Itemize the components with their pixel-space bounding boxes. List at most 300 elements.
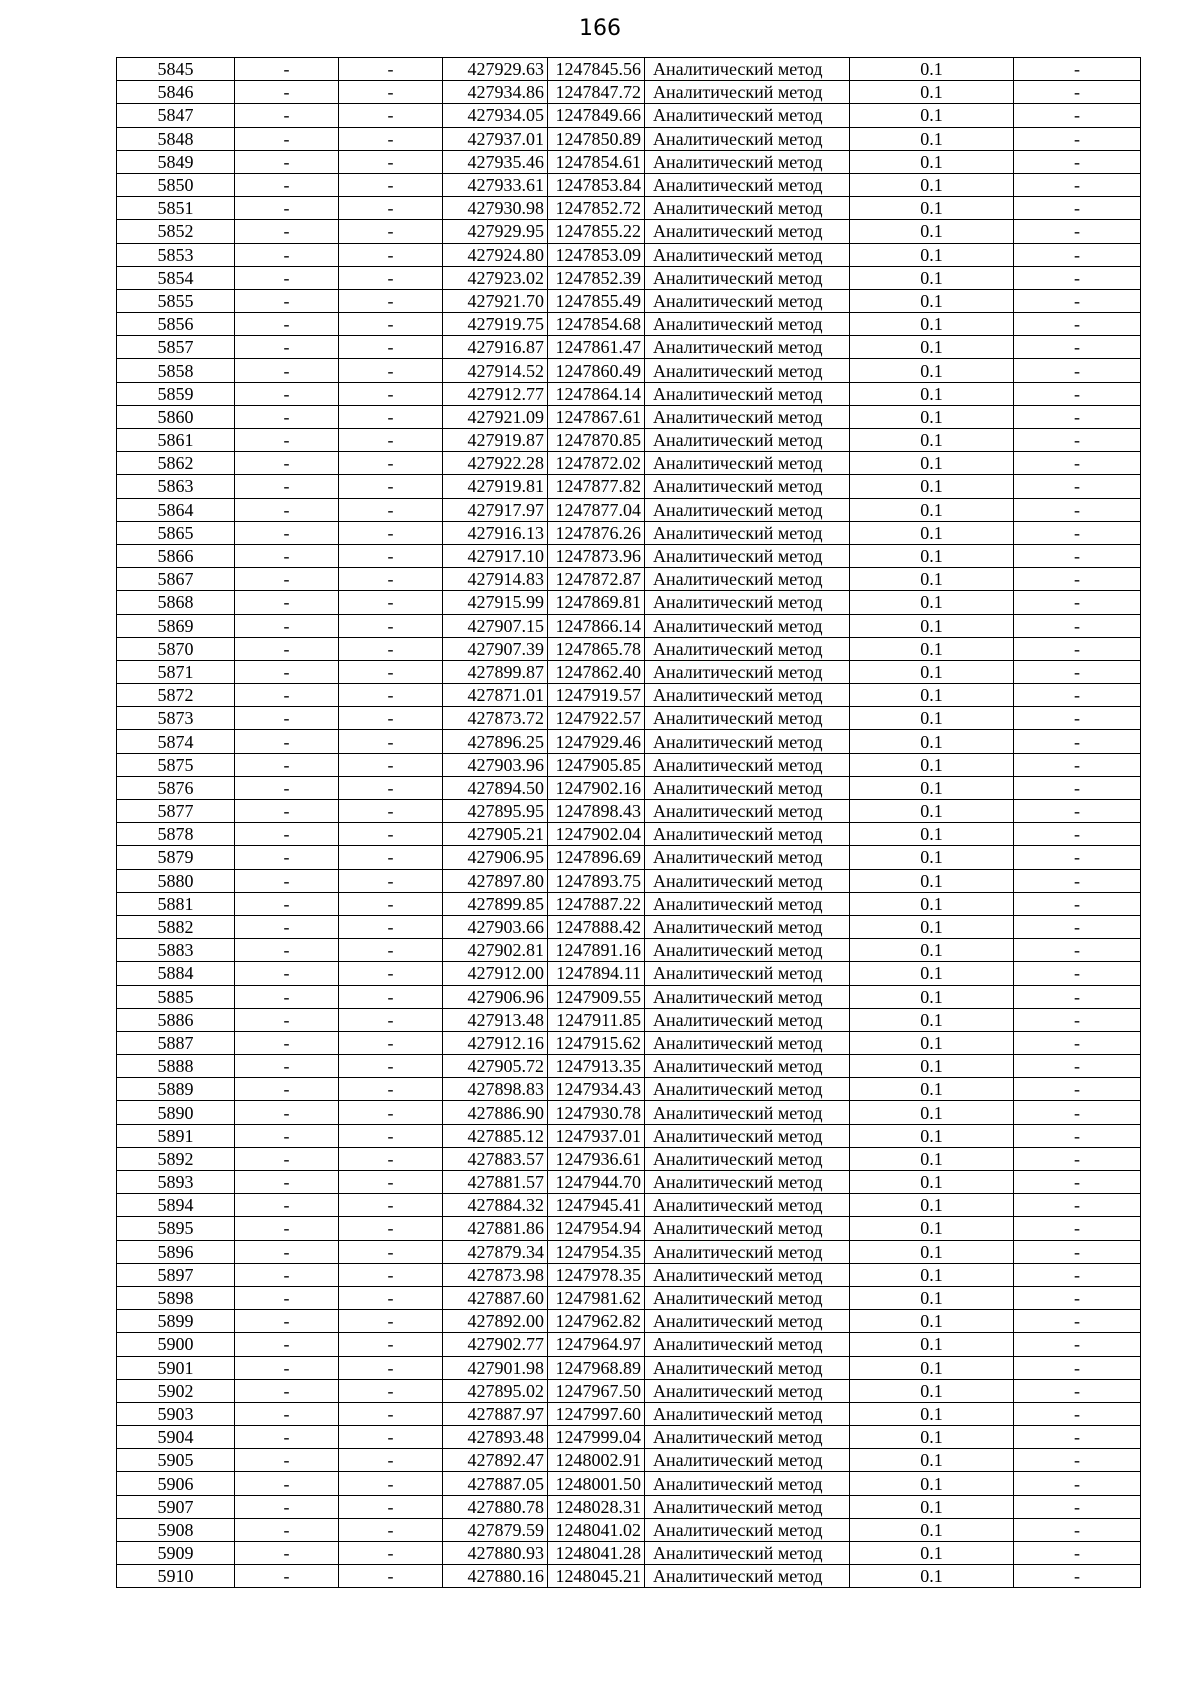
y-coordinate-cell: 1247913.35 — [548, 1055, 645, 1078]
table-row — [117, 1147, 1141, 1170]
dash-cell: - — [235, 1240, 339, 1263]
point-number-cell: 5884 — [117, 962, 235, 985]
method-cell: Аналитический метод — [645, 1031, 850, 1054]
table-row — [117, 429, 1141, 452]
last-dash-cell: - — [1014, 1426, 1141, 1449]
accuracy-cell: 0.1 — [850, 707, 1014, 730]
dash-cell: - — [339, 544, 443, 567]
x-coordinate-cell: 427929.95 — [443, 220, 548, 243]
point-number-cell: 5845 — [117, 58, 235, 81]
dash-cell: - — [235, 1402, 339, 1425]
table-row — [117, 173, 1141, 196]
last-dash-cell: - — [1014, 104, 1141, 127]
dash-cell: - — [339, 985, 443, 1008]
point-number-cell: 5888 — [117, 1055, 235, 1078]
dash-cell: - — [339, 1518, 443, 1541]
accuracy-cell: 0.1 — [850, 915, 1014, 938]
table-row — [117, 1286, 1141, 1309]
method-cell: Аналитический метод — [645, 1356, 850, 1379]
x-coordinate-cell: 427887.60 — [443, 1286, 548, 1309]
y-coordinate-cell: 1247866.14 — [548, 614, 645, 637]
last-dash-cell: - — [1014, 707, 1141, 730]
point-number-cell: 5900 — [117, 1333, 235, 1356]
table-row — [117, 869, 1141, 892]
y-coordinate-cell: 1247854.61 — [548, 150, 645, 173]
dash-cell: - — [339, 1124, 443, 1147]
method-cell: Аналитический метод — [645, 220, 850, 243]
dash-cell: - — [235, 915, 339, 938]
table-row — [117, 498, 1141, 521]
dash-cell: - — [339, 962, 443, 985]
dash-cell: - — [339, 1449, 443, 1472]
x-coordinate-cell: 427905.21 — [443, 823, 548, 846]
dash-cell: - — [235, 962, 339, 985]
dash-cell: - — [235, 266, 339, 289]
y-coordinate-cell: 1247997.60 — [548, 1402, 645, 1425]
dash-cell: - — [235, 1124, 339, 1147]
method-cell: Аналитический метод — [645, 544, 850, 567]
x-coordinate-cell: 427873.72 — [443, 707, 548, 730]
x-coordinate-cell: 427921.09 — [443, 405, 548, 428]
last-dash-cell: - — [1014, 1008, 1141, 1031]
dash-cell: - — [235, 1147, 339, 1170]
y-coordinate-cell: 1247911.85 — [548, 1008, 645, 1031]
method-cell: Аналитический метод — [645, 498, 850, 521]
last-dash-cell: - — [1014, 429, 1141, 452]
x-coordinate-cell: 427879.34 — [443, 1240, 548, 1263]
x-coordinate-cell: 427887.97 — [443, 1402, 548, 1425]
dash-cell: - — [339, 1240, 443, 1263]
last-dash-cell: - — [1014, 939, 1141, 962]
last-dash-cell: - — [1014, 475, 1141, 498]
dash-cell: - — [235, 1565, 339, 1588]
x-coordinate-cell: 427912.77 — [443, 382, 548, 405]
method-cell: Аналитический метод — [645, 707, 850, 730]
dash-cell: - — [339, 1426, 443, 1449]
method-cell: Аналитический метод — [645, 869, 850, 892]
table-row — [117, 1263, 1141, 1286]
point-number-cell: 5895 — [117, 1217, 235, 1240]
y-coordinate-cell: 1247852.72 — [548, 197, 645, 220]
dash-cell: - — [235, 1518, 339, 1541]
x-coordinate-cell: 427924.80 — [443, 243, 548, 266]
dash-cell: - — [235, 220, 339, 243]
table-row — [117, 823, 1141, 846]
y-coordinate-cell: 1247894.11 — [548, 962, 645, 985]
last-dash-cell: - — [1014, 962, 1141, 985]
last-dash-cell: - — [1014, 985, 1141, 1008]
accuracy-cell: 0.1 — [850, 405, 1014, 428]
accuracy-cell: 0.1 — [850, 289, 1014, 312]
table-row — [117, 452, 1141, 475]
method-cell: Аналитический метод — [645, 892, 850, 915]
dash-cell: - — [235, 243, 339, 266]
method-cell: Аналитический метод — [645, 243, 850, 266]
method-cell: Аналитический метод — [645, 1426, 850, 1449]
method-cell: Аналитический метод — [645, 1565, 850, 1588]
table-row — [117, 1031, 1141, 1054]
last-dash-cell: - — [1014, 1495, 1141, 1518]
point-number-cell: 5863 — [117, 475, 235, 498]
y-coordinate-cell: 1247847.72 — [548, 81, 645, 104]
point-number-cell: 5898 — [117, 1286, 235, 1309]
accuracy-cell: 0.1 — [850, 591, 1014, 614]
accuracy-cell: 0.1 — [850, 730, 1014, 753]
dash-cell: - — [339, 753, 443, 776]
y-coordinate-cell: 1247850.89 — [548, 127, 645, 150]
method-cell: Аналитический метод — [645, 846, 850, 869]
x-coordinate-cell: 427912.16 — [443, 1031, 548, 1054]
accuracy-cell: 0.1 — [850, 1101, 1014, 1124]
table-row — [117, 1194, 1141, 1217]
method-cell: Аналитический метод — [645, 1495, 850, 1518]
table-row — [117, 614, 1141, 637]
dash-cell: - — [235, 104, 339, 127]
dash-cell: - — [339, 336, 443, 359]
point-number-cell: 5885 — [117, 985, 235, 1008]
dash-cell: - — [339, 823, 443, 846]
point-number-cell: 5875 — [117, 753, 235, 776]
table-row — [117, 730, 1141, 753]
point-number-cell: 5858 — [117, 359, 235, 382]
x-coordinate-cell: 427894.50 — [443, 776, 548, 799]
x-coordinate-cell: 427922.28 — [443, 452, 548, 475]
table-row — [117, 1171, 1141, 1194]
last-dash-cell: - — [1014, 800, 1141, 823]
point-number-cell: 5854 — [117, 266, 235, 289]
table-row — [117, 753, 1141, 776]
x-coordinate-cell: 427916.13 — [443, 521, 548, 544]
y-coordinate-cell: 1247930.78 — [548, 1101, 645, 1124]
method-cell: Аналитический метод — [645, 150, 850, 173]
y-coordinate-cell: 1247905.85 — [548, 753, 645, 776]
dash-cell: - — [235, 1542, 339, 1565]
dash-cell: - — [235, 800, 339, 823]
y-coordinate-cell: 1247872.87 — [548, 568, 645, 591]
x-coordinate-cell: 427880.93 — [443, 1542, 548, 1565]
last-dash-cell: - — [1014, 1240, 1141, 1263]
accuracy-cell: 0.1 — [850, 359, 1014, 382]
dash-cell: - — [339, 289, 443, 312]
method-cell: Аналитический метод — [645, 429, 850, 452]
accuracy-cell: 0.1 — [850, 1008, 1014, 1031]
dash-cell: - — [339, 707, 443, 730]
x-coordinate-cell: 427919.75 — [443, 313, 548, 336]
dash-cell: - — [235, 498, 339, 521]
last-dash-cell: - — [1014, 336, 1141, 359]
point-number-cell: 5883 — [117, 939, 235, 962]
point-number-cell: 5867 — [117, 568, 235, 591]
method-cell: Аналитический метод — [645, 173, 850, 196]
last-dash-cell: - — [1014, 637, 1141, 660]
dash-cell: - — [339, 313, 443, 336]
point-number-cell: 5859 — [117, 382, 235, 405]
table-row — [117, 707, 1141, 730]
last-dash-cell: - — [1014, 1542, 1141, 1565]
accuracy-cell: 0.1 — [850, 939, 1014, 962]
table-row — [117, 1472, 1141, 1495]
dash-cell: - — [235, 591, 339, 614]
point-number-cell: 5904 — [117, 1426, 235, 1449]
method-cell: Аналитический метод — [645, 962, 850, 985]
dash-cell: - — [339, 614, 443, 637]
accuracy-cell: 0.1 — [850, 869, 1014, 892]
last-dash-cell: - — [1014, 915, 1141, 938]
y-coordinate-cell: 1247877.04 — [548, 498, 645, 521]
table-row — [117, 382, 1141, 405]
table-row — [117, 637, 1141, 660]
method-cell: Аналитический метод — [645, 313, 850, 336]
point-number-cell: 5857 — [117, 336, 235, 359]
table-row — [117, 243, 1141, 266]
last-dash-cell: - — [1014, 1356, 1141, 1379]
dash-cell: - — [235, 614, 339, 637]
method-cell: Аналитический метод — [645, 776, 850, 799]
point-number-cell: 5876 — [117, 776, 235, 799]
method-cell: Аналитический метод — [645, 197, 850, 220]
accuracy-cell: 0.1 — [850, 544, 1014, 567]
dash-cell: - — [339, 1356, 443, 1379]
y-coordinate-cell: 1247860.49 — [548, 359, 645, 382]
x-coordinate-cell: 427905.72 — [443, 1055, 548, 1078]
last-dash-cell: - — [1014, 220, 1141, 243]
last-dash-cell: - — [1014, 243, 1141, 266]
point-number-cell: 5851 — [117, 197, 235, 220]
dash-cell: - — [235, 892, 339, 915]
point-number-cell: 5886 — [117, 1008, 235, 1031]
method-cell: Аналитический метод — [645, 800, 850, 823]
dash-cell: - — [339, 127, 443, 150]
last-dash-cell: - — [1014, 266, 1141, 289]
accuracy-cell: 0.1 — [850, 521, 1014, 544]
dash-cell: - — [235, 1031, 339, 1054]
y-coordinate-cell: 1247873.96 — [548, 544, 645, 567]
y-coordinate-cell: 1247854.68 — [548, 313, 645, 336]
dash-cell: - — [339, 104, 443, 127]
dash-cell: - — [339, 846, 443, 869]
table-row — [117, 1240, 1141, 1263]
method-cell: Аналитический метод — [645, 452, 850, 475]
dash-cell: - — [339, 197, 443, 220]
last-dash-cell: - — [1014, 1310, 1141, 1333]
last-dash-cell: - — [1014, 197, 1141, 220]
dash-cell: - — [235, 150, 339, 173]
last-dash-cell: - — [1014, 127, 1141, 150]
dash-cell: - — [339, 266, 443, 289]
table-row — [117, 544, 1141, 567]
point-number-cell: 5871 — [117, 660, 235, 683]
method-cell: Аналитический метод — [645, 1008, 850, 1031]
dash-cell: - — [235, 1310, 339, 1333]
dash-cell: - — [339, 1263, 443, 1286]
accuracy-cell: 0.1 — [850, 1124, 1014, 1147]
point-number-cell: 5852 — [117, 220, 235, 243]
x-coordinate-cell: 427919.81 — [443, 475, 548, 498]
last-dash-cell: - — [1014, 1217, 1141, 1240]
accuracy-cell: 0.1 — [850, 127, 1014, 150]
y-coordinate-cell: 1247855.22 — [548, 220, 645, 243]
method-cell: Аналитический метод — [645, 521, 850, 544]
last-dash-cell: - — [1014, 1078, 1141, 1101]
accuracy-cell: 0.1 — [850, 220, 1014, 243]
table-row — [117, 289, 1141, 312]
last-dash-cell: - — [1014, 892, 1141, 915]
method-cell: Аналитический метод — [645, 1101, 850, 1124]
x-coordinate-cell: 427935.46 — [443, 150, 548, 173]
y-coordinate-cell: 1248041.02 — [548, 1518, 645, 1541]
y-coordinate-cell: 1247919.57 — [548, 684, 645, 707]
x-coordinate-cell: 427880.16 — [443, 1565, 548, 1588]
table-row — [117, 846, 1141, 869]
method-cell: Аналитический метод — [645, 591, 850, 614]
dash-cell: - — [339, 1310, 443, 1333]
accuracy-cell: 0.1 — [850, 1240, 1014, 1263]
y-coordinate-cell: 1247915.62 — [548, 1031, 645, 1054]
dash-cell: - — [235, 359, 339, 382]
x-coordinate-cell: 427903.66 — [443, 915, 548, 938]
x-coordinate-cell: 427886.90 — [443, 1101, 548, 1124]
accuracy-cell: 0.1 — [850, 1217, 1014, 1240]
table-row — [117, 684, 1141, 707]
point-number-cell: 5866 — [117, 544, 235, 567]
x-coordinate-cell: 427914.83 — [443, 568, 548, 591]
x-coordinate-cell: 427915.99 — [443, 591, 548, 614]
dash-cell: - — [339, 1542, 443, 1565]
x-coordinate-cell: 427917.10 — [443, 544, 548, 567]
point-number-cell: 5849 — [117, 150, 235, 173]
x-coordinate-cell: 427902.77 — [443, 1333, 548, 1356]
x-coordinate-cell: 427923.02 — [443, 266, 548, 289]
accuracy-cell: 0.1 — [850, 81, 1014, 104]
x-coordinate-cell: 427895.02 — [443, 1379, 548, 1402]
last-dash-cell: - — [1014, 1472, 1141, 1495]
accuracy-cell: 0.1 — [850, 1310, 1014, 1333]
x-coordinate-cell: 427902.81 — [443, 939, 548, 962]
dash-cell: - — [235, 452, 339, 475]
dash-cell: - — [235, 1333, 339, 1356]
x-coordinate-cell: 427934.05 — [443, 104, 548, 127]
dash-cell: - — [339, 1194, 443, 1217]
table-body — [117, 58, 1141, 1588]
y-coordinate-cell: 1247855.49 — [548, 289, 645, 312]
point-number-cell: 5880 — [117, 869, 235, 892]
dash-cell: - — [339, 1078, 443, 1101]
dash-cell: - — [235, 846, 339, 869]
table-row — [117, 150, 1141, 173]
y-coordinate-cell: 1247867.61 — [548, 405, 645, 428]
point-number-cell: 5896 — [117, 1240, 235, 1263]
method-cell: Аналитический метод — [645, 684, 850, 707]
last-dash-cell: - — [1014, 1101, 1141, 1124]
table-row — [117, 939, 1141, 962]
point-number-cell: 5892 — [117, 1147, 235, 1170]
table-row — [117, 104, 1141, 127]
dash-cell: - — [235, 637, 339, 660]
accuracy-cell: 0.1 — [850, 1263, 1014, 1286]
method-cell: Аналитический метод — [645, 614, 850, 637]
accuracy-cell: 0.1 — [850, 150, 1014, 173]
method-cell: Аналитический метод — [645, 1310, 850, 1333]
y-coordinate-cell: 1247909.55 — [548, 985, 645, 1008]
method-cell: Аналитический метод — [645, 58, 850, 81]
table-row — [117, 1055, 1141, 1078]
page-number: 166 — [579, 16, 621, 41]
y-coordinate-cell: 1247968.89 — [548, 1356, 645, 1379]
accuracy-cell: 0.1 — [850, 1078, 1014, 1101]
dash-cell: - — [235, 1495, 339, 1518]
method-cell: Аналитический метод — [645, 660, 850, 683]
table-row — [117, 1008, 1141, 1031]
table-row — [117, 1333, 1141, 1356]
point-number-cell: 5855 — [117, 289, 235, 312]
point-number-cell: 5893 — [117, 1171, 235, 1194]
y-coordinate-cell: 1247967.50 — [548, 1379, 645, 1402]
method-cell: Аналитический метод — [645, 1124, 850, 1147]
dash-cell: - — [235, 730, 339, 753]
method-cell: Аналитический метод — [645, 266, 850, 289]
point-number-cell: 5877 — [117, 800, 235, 823]
last-dash-cell: - — [1014, 1379, 1141, 1402]
y-coordinate-cell: 1247865.78 — [548, 637, 645, 660]
table-row — [117, 1402, 1141, 1425]
table-row — [117, 776, 1141, 799]
x-coordinate-cell: 427933.61 — [443, 173, 548, 196]
dash-cell: - — [235, 58, 339, 81]
dash-cell: - — [339, 382, 443, 405]
method-cell: Аналитический метод — [645, 1147, 850, 1170]
accuracy-cell: 0.1 — [850, 846, 1014, 869]
accuracy-cell: 0.1 — [850, 1356, 1014, 1379]
point-number-cell: 5872 — [117, 684, 235, 707]
point-number-cell: 5864 — [117, 498, 235, 521]
accuracy-cell: 0.1 — [850, 382, 1014, 405]
table-row — [117, 127, 1141, 150]
y-coordinate-cell: 1247887.22 — [548, 892, 645, 915]
dash-cell: - — [235, 313, 339, 336]
last-dash-cell: - — [1014, 1263, 1141, 1286]
dash-cell: - — [235, 1263, 339, 1286]
accuracy-cell: 0.1 — [850, 498, 1014, 521]
method-cell: Аналитический метод — [645, 289, 850, 312]
last-dash-cell: - — [1014, 776, 1141, 799]
method-cell: Аналитический метод — [645, 1286, 850, 1309]
point-number-cell: 5882 — [117, 915, 235, 938]
last-dash-cell: - — [1014, 1124, 1141, 1147]
point-number-cell: 5878 — [117, 823, 235, 846]
table-row — [117, 197, 1141, 220]
method-cell: Аналитический метод — [645, 939, 850, 962]
accuracy-cell: 0.1 — [850, 1472, 1014, 1495]
table-row — [117, 1495, 1141, 1518]
method-cell: Аналитический метод — [645, 1542, 850, 1565]
method-cell: Аналитический метод — [645, 405, 850, 428]
accuracy-cell: 0.1 — [850, 429, 1014, 452]
dash-cell: - — [339, 1147, 443, 1170]
x-coordinate-cell: 427914.52 — [443, 359, 548, 382]
accuracy-cell: 0.1 — [850, 1055, 1014, 1078]
y-coordinate-cell: 1247902.16 — [548, 776, 645, 799]
last-dash-cell: - — [1014, 150, 1141, 173]
method-cell: Аналитический метод — [645, 127, 850, 150]
x-coordinate-cell: 427881.57 — [443, 1171, 548, 1194]
x-coordinate-cell: 427897.80 — [443, 869, 548, 892]
dash-cell: - — [235, 429, 339, 452]
last-dash-cell: - — [1014, 1055, 1141, 1078]
table-row — [117, 800, 1141, 823]
point-number-cell: 5891 — [117, 1124, 235, 1147]
x-coordinate-cell: 427907.15 — [443, 614, 548, 637]
method-cell: Аналитический метод — [645, 1379, 850, 1402]
